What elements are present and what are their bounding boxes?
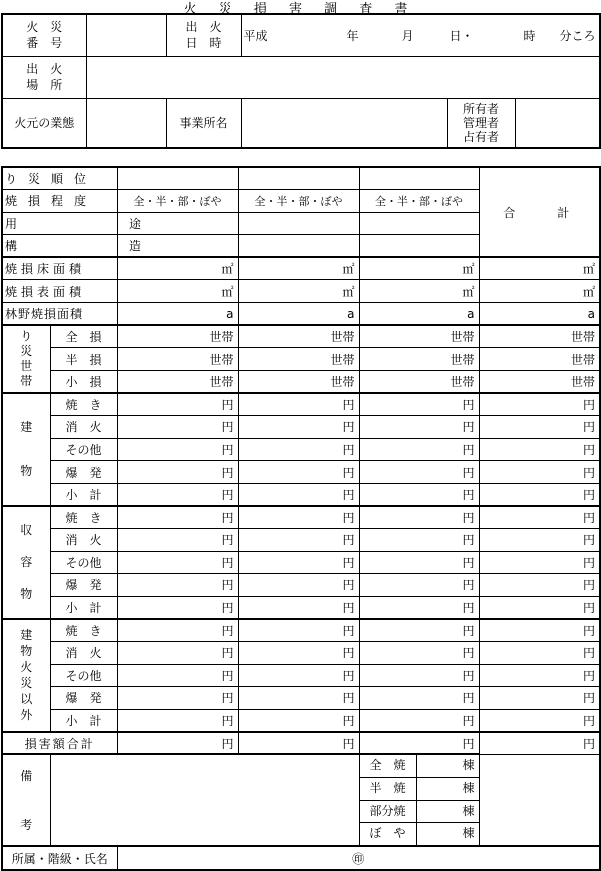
household-group-label bbox=[2, 325, 50, 393]
other-group-char: 建 bbox=[20, 628, 33, 643]
contents-row-label: 消 火 bbox=[50, 529, 117, 552]
building-amount-field[interactable]: 円 bbox=[117, 461, 238, 484]
contents-group-label bbox=[2, 506, 50, 619]
building-amount-field[interactable]: 円 bbox=[359, 483, 479, 506]
other-amount-field[interactable]: 円 bbox=[238, 641, 359, 664]
contents-row-label: 小 計 bbox=[50, 596, 117, 619]
other-group-label bbox=[2, 619, 50, 732]
fire-place-label: 出 火 場 所 bbox=[2, 56, 86, 98]
building-amount-field[interactable]: 円 bbox=[238, 416, 359, 439]
household-group-char: り bbox=[20, 329, 33, 344]
contents-amount-field[interactable]: 円 bbox=[479, 596, 600, 619]
floor-area-field[interactable]: ㎡ bbox=[359, 257, 479, 280]
building-amount-field[interactable]: 円 bbox=[117, 393, 238, 416]
building-row-label: 小 計 bbox=[50, 483, 117, 506]
other-amount-field[interactable]: 円 bbox=[479, 709, 600, 732]
other-amount-field[interactable]: 円 bbox=[117, 664, 238, 687]
year-label: 年 bbox=[346, 28, 359, 43]
building-amount-field[interactable]: 円 bbox=[479, 483, 600, 506]
contents-amount-field[interactable]: 円 bbox=[238, 574, 359, 597]
structure-field[interactable] bbox=[359, 235, 479, 258]
burn-type-label: 半 焼 bbox=[360, 778, 417, 800]
building-amount-field[interactable]: 円 bbox=[359, 416, 479, 439]
burn-type-cell bbox=[359, 800, 479, 823]
total-damage-field[interactable]: 円 bbox=[359, 732, 479, 755]
building-amount-field[interactable]: 円 bbox=[359, 393, 479, 416]
building-row-label: その他 bbox=[50, 438, 117, 461]
degree-option[interactable]: 全・半・部・ぼや bbox=[117, 190, 238, 213]
fire-datetime-field[interactable] bbox=[241, 14, 600, 56]
minute-label: 分ころ bbox=[559, 28, 596, 43]
disaster-number-field[interactable] bbox=[86, 14, 166, 56]
building-amount-field[interactable]: 円 bbox=[479, 393, 600, 416]
use-field[interactable] bbox=[359, 212, 479, 235]
household-field[interactable]: 世帯 bbox=[238, 325, 359, 348]
other-group-char: 災 bbox=[20, 676, 33, 691]
degree-label: 焼損程度 bbox=[2, 190, 117, 213]
building-amount-field[interactable]: 円 bbox=[117, 438, 238, 461]
contents-amount-field[interactable]: 円 bbox=[117, 596, 238, 619]
household-field[interactable]: 世帯 bbox=[117, 348, 238, 371]
order-field[interactable] bbox=[117, 167, 238, 190]
surface-area-field[interactable]: ㎡ bbox=[359, 280, 479, 303]
other-amount-field[interactable]: 円 bbox=[117, 709, 238, 732]
owner-field[interactable] bbox=[515, 98, 600, 148]
building-amount-field[interactable]: 円 bbox=[359, 461, 479, 484]
building-amount-field[interactable]: 円 bbox=[238, 393, 359, 416]
household-group-char: 世 bbox=[20, 359, 33, 374]
structure-field[interactable] bbox=[238, 235, 359, 258]
surface-area-field[interactable]: ㎡ bbox=[479, 280, 600, 303]
other-amount-field[interactable]: 円 bbox=[359, 709, 479, 732]
household-field[interactable]: 世帯 bbox=[238, 370, 359, 393]
contents-amount-field[interactable]: 円 bbox=[117, 551, 238, 574]
era-label: 平成 bbox=[243, 28, 268, 43]
burn-type-label: 全 焼 bbox=[360, 755, 417, 777]
use-label: 用 途 bbox=[2, 212, 117, 235]
floor-area-field[interactable]: ㎡ bbox=[238, 257, 359, 280]
contents-amount-field[interactable]: 円 bbox=[479, 506, 600, 529]
total-damage-label: 損害額合計 bbox=[2, 732, 117, 755]
contents-amount-field[interactable]: 円 bbox=[117, 574, 238, 597]
other-row-label: 消 火 bbox=[50, 641, 117, 664]
other-row-label: 焼 き bbox=[50, 619, 117, 642]
order-field[interactable] bbox=[359, 167, 479, 190]
degree-option[interactable]: 全・半・部・ぼや bbox=[359, 190, 479, 213]
building-amount-field[interactable]: 円 bbox=[479, 461, 600, 484]
affiliation-label: 所属・階級・氏名 bbox=[2, 846, 117, 871]
owner-label: 所有者 管理者 占有者 bbox=[447, 98, 515, 148]
origin-business-field[interactable] bbox=[86, 98, 166, 148]
order-label: り災順位 bbox=[2, 167, 117, 190]
forest-area-field[interactable]: a bbox=[238, 303, 359, 326]
other-amount-field[interactable]: 円 bbox=[479, 619, 600, 642]
household-field[interactable]: 世帯 bbox=[479, 325, 600, 348]
other-amount-field[interactable]: 円 bbox=[359, 619, 479, 642]
building-group-char: 物 bbox=[20, 464, 33, 479]
other-amount-field[interactable]: 円 bbox=[238, 687, 359, 710]
burn-type-label: ぼ や bbox=[360, 823, 417, 845]
document-title: 火 災 損 害 調 査 書 bbox=[183, 2, 417, 17]
burn-type-label: 部分焼 bbox=[360, 801, 417, 823]
contents-row-label: その他 bbox=[50, 551, 117, 574]
building-amount-field[interactable]: 円 bbox=[238, 438, 359, 461]
other-amount-field[interactable]: 円 bbox=[238, 619, 359, 642]
building-row-label: 爆 発 bbox=[50, 461, 117, 484]
burn-type-count-field[interactable]: 棟 bbox=[462, 758, 475, 773]
contents-amount-field[interactable]: 円 bbox=[359, 506, 479, 529]
building-row-label: 焼 き bbox=[50, 393, 117, 416]
fire-datetime-label: 出 火 日 時 bbox=[166, 14, 241, 56]
forest-area-field[interactable]: a bbox=[479, 303, 600, 326]
contents-amount-field[interactable]: 円 bbox=[479, 529, 600, 552]
surface-area-field[interactable]: ㎡ bbox=[238, 280, 359, 303]
contents-amount-field[interactable]: 円 bbox=[238, 506, 359, 529]
other-row-label: 小 計 bbox=[50, 709, 117, 732]
contents-amount-field[interactable]: 円 bbox=[359, 529, 479, 552]
burn-type-count-field[interactable]: 棟 bbox=[462, 803, 475, 818]
total-damage-field[interactable]: 円 bbox=[479, 732, 600, 755]
building-amount-field[interactable]: 円 bbox=[238, 483, 359, 506]
affiliation-field[interactable]: ㊞ bbox=[117, 846, 600, 871]
contents-group-char: 容 bbox=[20, 555, 33, 570]
contents-amount-field[interactable]: 円 bbox=[117, 506, 238, 529]
damage-table bbox=[1, 166, 601, 871]
office-name-field[interactable] bbox=[241, 98, 447, 148]
forest-area-label: 林野焼損面積 bbox=[2, 303, 117, 326]
month-label: 月 bbox=[401, 28, 414, 43]
other-amount-field[interactable]: 円 bbox=[359, 641, 479, 664]
building-amount-field[interactable]: 円 bbox=[359, 438, 479, 461]
floor-area-label: 焼損床面積 bbox=[2, 257, 117, 280]
contents-amount-field[interactable]: 円 bbox=[117, 529, 238, 552]
contents-group-char: 収 bbox=[20, 523, 33, 538]
building-amount-field[interactable]: 円 bbox=[479, 416, 600, 439]
use-field[interactable] bbox=[238, 212, 359, 235]
other-amount-field[interactable]: 円 bbox=[479, 664, 600, 687]
other-group-char: 火 bbox=[20, 660, 33, 675]
contents-amount-field[interactable]: 円 bbox=[238, 551, 359, 574]
surface-area-field[interactable]: ㎡ bbox=[117, 280, 238, 303]
building-row-label: 消 火 bbox=[50, 416, 117, 439]
other-row-label: その他 bbox=[50, 664, 117, 687]
other-row-label: 爆 発 bbox=[50, 687, 117, 710]
household-row-label: 半 損 bbox=[50, 348, 117, 371]
household-field[interactable]: 世帯 bbox=[479, 370, 600, 393]
contents-row-label: 焼 き bbox=[50, 506, 117, 529]
household-field[interactable]: 世帯 bbox=[238, 348, 359, 371]
burn-type-cell bbox=[359, 778, 479, 801]
forest-area-field[interactable]: a bbox=[117, 303, 238, 326]
household-group-char: 帯 bbox=[20, 374, 33, 389]
remarks-label: 備 考 bbox=[2, 754, 50, 845]
floor-area-field[interactable]: ㎡ bbox=[117, 257, 238, 280]
household-field[interactable]: 世帯 bbox=[359, 325, 479, 348]
other-group-char: 以 bbox=[20, 692, 33, 707]
household-field[interactable]: 世帯 bbox=[359, 348, 479, 371]
other-amount-field[interactable]: 円 bbox=[359, 664, 479, 687]
other-group-char: 外 bbox=[20, 708, 33, 723]
household-row-label: 小 損 bbox=[50, 370, 117, 393]
building-group-label bbox=[2, 393, 50, 506]
order-field[interactable] bbox=[238, 167, 359, 190]
other-amount-field[interactable]: 円 bbox=[479, 641, 600, 664]
contents-row-label: 爆 発 bbox=[50, 574, 117, 597]
other-amount-field[interactable]: 円 bbox=[238, 709, 359, 732]
forest-area-field[interactable]: a bbox=[359, 303, 479, 326]
household-row-label: 全 損 bbox=[50, 325, 117, 348]
disaster-number-label: 火 災 番 号 bbox=[2, 14, 86, 56]
other-amount-field[interactable]: 円 bbox=[117, 641, 238, 664]
burn-type-count-field[interactable]: 棟 bbox=[462, 781, 475, 796]
burn-type-count-field[interactable]: 棟 bbox=[462, 826, 475, 841]
header-table bbox=[1, 13, 601, 149]
contents-amount-field[interactable]: 円 bbox=[359, 574, 479, 597]
other-amount-field[interactable]: 円 bbox=[238, 664, 359, 687]
origin-business-label: 火元の業態 bbox=[2, 98, 86, 148]
day-label: 日・ bbox=[449, 28, 474, 43]
structure-label: 構 造 bbox=[2, 235, 117, 258]
household-field[interactable]: 世帯 bbox=[479, 348, 600, 371]
other-group-char: 物 bbox=[20, 644, 33, 659]
building-amount-field[interactable]: 円 bbox=[479, 438, 600, 461]
building-amount-field[interactable]: 円 bbox=[238, 461, 359, 484]
household-field[interactable]: 世帯 bbox=[359, 370, 479, 393]
remarks-field[interactable] bbox=[50, 754, 359, 845]
contents-amount-field[interactable]: 円 bbox=[479, 551, 600, 574]
household-field[interactable]: 世帯 bbox=[117, 370, 238, 393]
total-damage-field[interactable]: 円 bbox=[117, 732, 238, 755]
contents-amount-field[interactable]: 円 bbox=[359, 596, 479, 619]
office-name-label: 事業所名 bbox=[166, 98, 241, 148]
contents-group-char: 物 bbox=[20, 587, 33, 602]
contents-amount-field[interactable]: 円 bbox=[359, 551, 479, 574]
surface-area-label: 焼損表面積 bbox=[2, 280, 117, 303]
floor-area-field[interactable]: ㎡ bbox=[479, 257, 600, 280]
building-amount-field[interactable]: 円 bbox=[117, 416, 238, 439]
fire-place-field[interactable] bbox=[86, 56, 600, 98]
household-field[interactable]: 世帯 bbox=[117, 325, 238, 348]
contents-amount-field[interactable]: 円 bbox=[238, 529, 359, 552]
other-amount-field[interactable]: 円 bbox=[117, 687, 238, 710]
contents-amount-field[interactable]: 円 bbox=[479, 574, 600, 597]
household-group-char: 災 bbox=[20, 344, 33, 359]
degree-option[interactable]: 全・半・部・ぼや bbox=[238, 190, 359, 213]
hour-label: 時 bbox=[523, 28, 536, 43]
contents-amount-field[interactable]: 円 bbox=[238, 596, 359, 619]
building-amount-field[interactable]: 円 bbox=[117, 483, 238, 506]
building-group-char: 建 bbox=[20, 420, 33, 435]
total-damage-field[interactable]: 円 bbox=[238, 732, 359, 755]
other-amount-field[interactable]: 円 bbox=[359, 687, 479, 710]
burn-type-cell bbox=[359, 823, 479, 846]
other-amount-field[interactable]: 円 bbox=[479, 687, 600, 710]
burn-type-cell bbox=[359, 754, 479, 777]
other-amount-field[interactable]: 円 bbox=[117, 619, 238, 642]
total-header: 合 計 bbox=[479, 167, 600, 257]
